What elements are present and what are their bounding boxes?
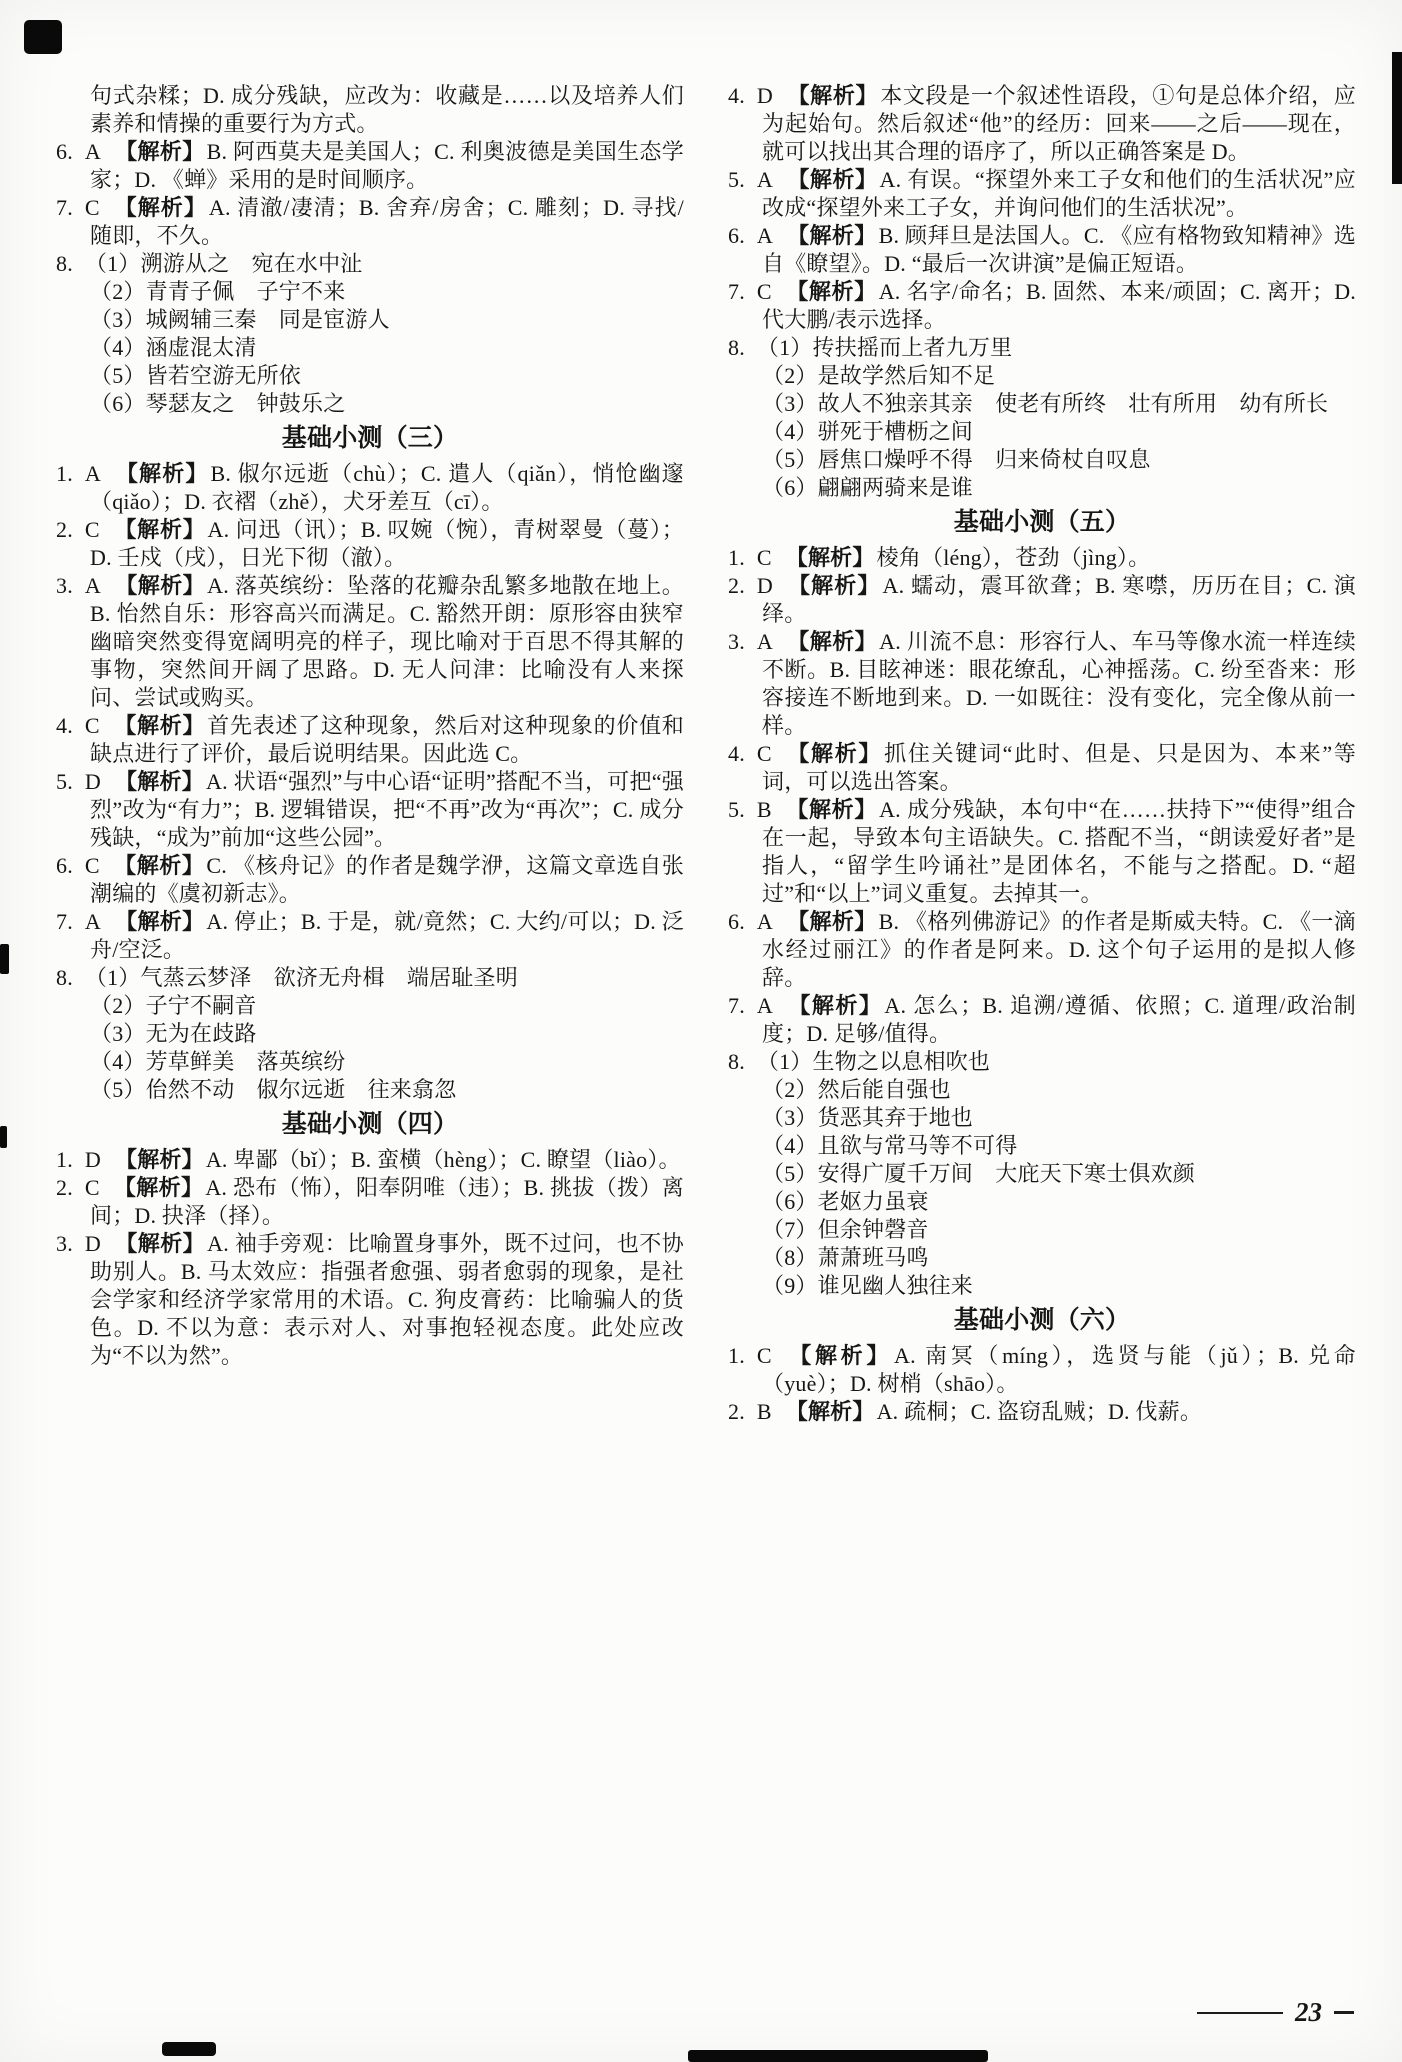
item-number: 2. — [56, 1175, 73, 1200]
answer-item — [56, 460, 684, 516]
answer-sub-item: （4）且欲与常马等不可得 — [762, 1133, 1018, 1158]
analysis-label: 【解析】 — [785, 741, 883, 766]
analysis-label: 【解析】 — [113, 853, 205, 878]
answer-text: 首先表述了这种现象，然后对这种现象的价值和缺点进行了评价，最后说明结果。因此选 C。 — [90, 713, 684, 766]
scan-artifact-top-left — [24, 20, 62, 54]
answer-item — [56, 516, 684, 572]
answer-text: A. 蠕动，震耳欲聋；B. 寒噤，历历在目；C. 演绎。 — [762, 573, 1357, 626]
answer-sub-item: （8）萧萧班马鸣 — [762, 1245, 929, 1270]
answer-letter: B — [756, 1399, 772, 1424]
answer-text: A. 恐布（怖），阳奉阴唯（违）；B. 挑拔（拨）离间；D. 抉泽（择）。 — [90, 1175, 684, 1228]
continued-answer-text: 句式杂糅；D. 成分残缺，应改为：收藏是……以及培养人们素养和情操的重要行为方式。 — [90, 83, 684, 136]
answer-sub-item: （6）琴瑟友之 钟鼓乐之 — [90, 391, 346, 416]
item-number: 7. — [728, 279, 745, 304]
answer-text: A. 疏桐；C. 盗窃乱贼；D. 伐薪。 — [876, 1399, 1203, 1424]
answer-text: B. 俶尔远逝（chù）；C. 遣人（qiǎn），悄怆幽邃（qiǎo）；D. 衣褶（zhě），犬牙差互（cī）。 — [90, 461, 684, 514]
answer-letter: D — [756, 573, 773, 598]
answer-text: A. 状语“强烈”与中心语“证明”搭配不当，可把“强烈”改为“有力”；B. 逻辑错误，把“不再”改为“再次”；C. 成分残缺，“成为”前加“这些公园”。 — [90, 769, 684, 850]
answer-sub-item: （4）骈死于槽枥之间 — [762, 419, 974, 444]
answer-text: C. 《核舟记》的作者是魏学洢，这篇文章选自张潮编的《虞初新志》。 — [90, 853, 684, 906]
answer-text: A. 停止；B. 于是，就/竟然；C. 大约/可以；D. 泛舟/空泛。 — [90, 909, 684, 962]
page-number: 23 — [1295, 1997, 1322, 2027]
answer-sub-item: （5）唇焦口燥呼不得 归来倚杖自叹息 — [762, 447, 1151, 472]
answer-sub-item: （5）安得广厦千万间 大庇天下寒士俱欢颜 — [762, 1161, 1196, 1186]
answer-letter: C — [84, 1175, 100, 1200]
analysis-label: 【解析】 — [785, 1399, 875, 1424]
answer-item — [728, 796, 1356, 908]
answer-text: 抓住关键词“此时、但是、只是因为、本来”等词，可以选出答案。 — [762, 741, 1356, 794]
answer-letter: C — [84, 853, 100, 878]
answer-item — [56, 852, 684, 908]
answer-sub-item: （4）涵虚混太清 — [90, 335, 257, 360]
answer-sub-item: （4）芳草鲜美 落英缤纷 — [90, 1049, 346, 1074]
analysis-label: 【解析】 — [785, 279, 877, 304]
item-number: 1. — [728, 545, 745, 570]
answer-letter: C — [756, 545, 772, 570]
answer-letter: C — [84, 713, 100, 738]
answer-text: A. 有误。“探望外来工子女和他们的生活状况”应改成“探望外来工子女，并询问他们的生活状况”。 — [762, 167, 1356, 220]
answer-text: A. 南冥（míng），选贤与能（jǔ）；B. 兑命（yuè）；D. 树梢（shāo）。 — [762, 1343, 1356, 1396]
answer-item — [728, 628, 1356, 740]
scan-artifact-left-edge-1 — [0, 944, 9, 974]
content-columns — [56, 82, 1356, 1426]
item-number: 7. — [56, 909, 73, 934]
answer-letter: A — [756, 629, 773, 654]
section-heading: 基础小测（五） — [953, 509, 1131, 536]
answer-sub-item: （6）老妪力虽衰 — [762, 1189, 929, 1214]
answer-item — [56, 194, 684, 250]
section-heading: 基础小测（四） — [281, 1111, 459, 1138]
answer-letter: A — [756, 223, 773, 248]
answer-letter: A — [84, 573, 101, 598]
analysis-label: 【解析】 — [785, 1343, 893, 1368]
answer-text: （1）气蒸云梦泽 欲济无舟楫 端居耻圣明 — [84, 965, 518, 990]
answer-item — [56, 138, 684, 194]
item-number: 7. — [728, 993, 745, 1018]
answer-item — [728, 166, 1356, 222]
answer-letter: A — [756, 167, 773, 192]
analysis-label: 【解析】 — [115, 1231, 206, 1256]
answer-sub-item: （9）谁见幽人独往来 — [762, 1273, 974, 1298]
analysis-label: 【解析】 — [785, 797, 878, 822]
item-number: 7. — [56, 195, 73, 220]
answer-item — [728, 278, 1356, 334]
answer-item — [56, 768, 684, 852]
item-number: 4. — [728, 83, 745, 108]
item-number: 2. — [728, 1399, 745, 1424]
answer-sub-item: （3）故人不独亲其亲 使老有所终 壮有所用 幼有所长 — [762, 391, 1329, 416]
answer-sub-item: （5）佁然不动 俶尔远逝 往来翕忽 — [90, 1077, 457, 1102]
answer-letter: A — [84, 461, 101, 486]
section-heading: 基础小测（三） — [281, 425, 459, 452]
answer-item — [728, 992, 1356, 1048]
item-number: 1. — [56, 1147, 73, 1172]
answer-text: B. 阿西莫夫是美国人；C. 利奥波德是美国生态学家；D. 《蝉》采用的是时间顺序。 — [90, 139, 684, 192]
answer-text: （1）抟扶摇而上者九万里 — [756, 335, 1013, 360]
answer-text: A. 问迅（讯）；B. 叹婉（惋），青树翠曼（蔓）；D. 壬戍（戌），日光下彻（澈）。 — [90, 517, 684, 570]
analysis-label: 【解析】 — [115, 139, 205, 164]
answer-item — [56, 572, 684, 712]
answer-letter: A — [756, 909, 773, 934]
answer-text: （1）溯游从之 宛在水中沚 — [84, 251, 363, 276]
item-number: 1. — [728, 1343, 745, 1368]
analysis-label: 【解析】 — [787, 83, 879, 108]
answer-text: A. 名字/命名；B. 固然、本来/顽固；C. 离开；D. 代大鹏/表示选择。 — [762, 279, 1356, 332]
analysis-label: 【解析】 — [113, 1175, 204, 1200]
scan-artifact-bottom-bar — [688, 2050, 988, 2062]
item-number: 4. — [56, 713, 73, 738]
item-number: 8. — [56, 965, 73, 990]
analysis-label: 【解析】 — [115, 909, 205, 934]
answer-letter: D — [84, 1147, 101, 1172]
analysis-label: 【解析】 — [787, 993, 883, 1018]
item-number: 8. — [56, 251, 73, 276]
answer-sub-item: （5）皆若空游无所依 — [90, 363, 302, 388]
analysis-label: 【解析】 — [787, 573, 881, 598]
answer-item — [728, 222, 1356, 278]
answer-text: A. 落英缤纷：坠落的花瓣杂乱繁多地散在地上。B. 怡然自乐：形容高兴而满足。C. 豁然开朗：原形容由狭窄幽暗突然变得宽阔明亮的样子，现比喻对于百思不得其解的事物，突然间开阔了思路。D. 无人问津：比喻没有人来探问、尝试或购买。 — [90, 573, 684, 710]
answer-item — [56, 964, 684, 992]
answer-item — [728, 1398, 1356, 1426]
answer-sub-item: （2）子宁不嗣音 — [90, 993, 257, 1018]
answer-item — [56, 1230, 684, 1370]
answer-sub-item: （3）城阙辅三秦 同是宦游人 — [90, 307, 390, 332]
analysis-label: 【解析】 — [787, 223, 877, 248]
answer-item — [56, 1146, 684, 1174]
answer-sub-item: （3）无为在歧路 — [90, 1021, 257, 1046]
answer-item — [728, 740, 1356, 796]
answer-text: （1）生物之以息相吹也 — [756, 1049, 991, 1074]
answer-item — [56, 712, 684, 768]
answer-text: A. 卑鄙（bǐ）；B. 蛮横（hèng）；C. 瞭望（liào）。 — [205, 1147, 681, 1172]
answer-item — [728, 82, 1356, 166]
analysis-label: 【解析】 — [115, 769, 205, 794]
answer-text: A. 成分残缺，本句中“在……扶持下”“使得”组合在一起，导致本句主语缺失。C. 搭配不当，“朗读爱好者”是指人，“留学生吟诵社”是团体名，不能与之搭配。D. “超过”和“以上”词义重复。去掉其一。 — [762, 797, 1356, 906]
right-column — [728, 82, 1356, 1426]
answer-text: A. 怎么；B. 追溯/遵循、依照；C. 道理/政治制度；D. 足够/值得。 — [762, 993, 1356, 1046]
answer-letter: A — [756, 993, 773, 1018]
answer-text: 本文段是一个叙述性语段，①句是总体介绍，应为起始句。然后叙述“他”的经历：回来——之后——现在，就可以找出其合理的语序了，所以正确答案是 D。 — [762, 83, 1356, 164]
answer-letter: C — [756, 279, 772, 304]
analysis-label: 【解析】 — [113, 517, 206, 542]
answer-sub-item: （2）青青子佩 子宁不来 — [90, 279, 346, 304]
item-number: 8. — [728, 1049, 745, 1074]
analysis-label: 【解析】 — [115, 461, 209, 486]
item-number: 5. — [728, 167, 745, 192]
item-number: 3. — [56, 573, 73, 598]
item-number: 2. — [728, 573, 745, 598]
item-number: 6. — [56, 139, 73, 164]
answer-text: B. 顾拜旦是法国人。C. 《应有格物致知精神》选自《瞭望》。D. “最后一次讲演”是偏正短语。 — [762, 223, 1356, 276]
answer-letter: C — [84, 517, 100, 542]
answer-item — [56, 1174, 684, 1230]
answer-sub-item: （3）货恶其弃于地也 — [762, 1105, 974, 1130]
answer-item — [728, 1342, 1356, 1398]
answer-text: A. 袖手旁观：比喻置身事外，既不过问，也不协助别人。B. 马太效应：指强者愈强、弱者愈弱的现象，是社会学家和经济学家常用的术语。C. 狗皮膏药：比喻骗人的货色。D. 不以为意：表示对人、对事抱轻视态度。此处应改为“不以为然”。 — [90, 1231, 684, 1368]
item-number: 2. — [56, 517, 73, 542]
scan-artifact-right-edge — [1392, 52, 1402, 184]
analysis-label: 【解析】 — [785, 545, 875, 570]
analysis-label: 【解析】 — [787, 629, 878, 654]
item-number: 6. — [56, 853, 73, 878]
footer-rule-right — [1334, 2011, 1354, 2014]
item-number: 5. — [728, 797, 745, 822]
analysis-label: 【解析】 — [113, 195, 207, 220]
answer-letter: D — [756, 83, 773, 108]
answer-text: 棱角（léng），苍劲（jìng）。 — [876, 545, 1151, 570]
analysis-label: 【解析】 — [113, 713, 206, 738]
analysis-label: 【解析】 — [115, 573, 206, 598]
analysis-label: 【解析】 — [787, 909, 877, 934]
answer-letter: A — [84, 139, 101, 164]
answer-sub-item: （6）翩翩两骑来是谁 — [762, 475, 974, 500]
answer-letter: C — [756, 741, 772, 766]
footer-rule-left — [1197, 2012, 1283, 2014]
analysis-label: 【解析】 — [787, 167, 878, 192]
answer-sub-item: （2）然后能自强也 — [762, 1077, 951, 1102]
answer-letter: B — [756, 797, 772, 822]
section-heading: 基础小测（六） — [953, 1307, 1131, 1334]
item-number: 3. — [728, 629, 745, 654]
answer-letter: A — [84, 909, 101, 934]
answer-letter: C — [84, 195, 100, 220]
answer-letter: D — [84, 769, 101, 794]
answer-letter: C — [756, 1343, 772, 1368]
scan-artifact-left-edge-2 — [0, 1126, 7, 1148]
item-number: 8. — [728, 335, 745, 360]
scan-artifact-bottom-left — [162, 2042, 216, 2056]
answer-text: B. 《格列佛游记》的作者是斯威夫特。C. 《一滴水经过丽江》的作者是阿来。D. 这个句子运用的是拟人修辞。 — [762, 909, 1356, 990]
answer-item — [56, 250, 684, 278]
page-footer — [1197, 1999, 1354, 2026]
answer-item — [728, 572, 1356, 628]
item-number: 4. — [728, 741, 745, 766]
item-number: 6. — [728, 909, 745, 934]
answer-sub-item: （2）是故学然后知不足 — [762, 363, 996, 388]
answer-text: A. 清澈/凄清；B. 舍弃/房舍；C. 雕刻；D. 寻找/随即，不久。 — [90, 195, 684, 248]
answer-item — [728, 1048, 1356, 1076]
answer-item — [728, 908, 1356, 992]
answer-letter: D — [84, 1231, 101, 1256]
analysis-label: 【解析】 — [115, 1147, 204, 1172]
item-number: 6. — [728, 223, 745, 248]
answer-item — [728, 334, 1356, 362]
item-number: 3. — [56, 1231, 73, 1256]
answer-item — [728, 544, 1356, 572]
answer-item — [56, 908, 684, 964]
item-number: 5. — [56, 769, 73, 794]
answer-text: A. 川流不息：形容行人、车马等像水流一样连续不断。B. 目眩神迷：眼花缭乱，心神摇荡。C. 纷至沓来：形容接连不断地到来。D. 一如既往：没有变化，完全像从前一样。 — [762, 629, 1356, 738]
answer-sub-item: （7）但余钟磬音 — [762, 1217, 929, 1242]
left-column — [56, 82, 684, 1426]
item-number: 1. — [56, 461, 73, 486]
